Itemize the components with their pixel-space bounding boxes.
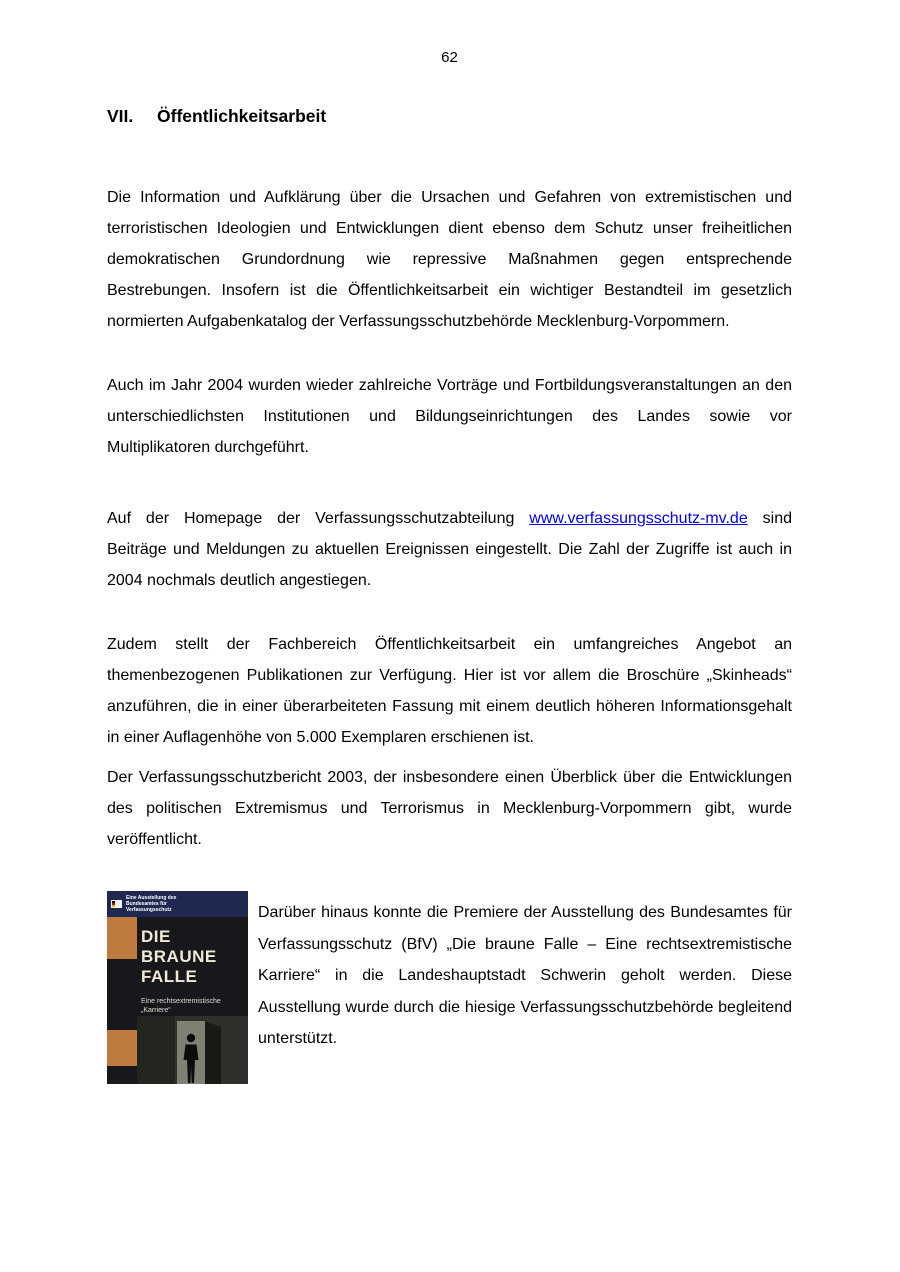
book-cover-image	[107, 891, 248, 1084]
section-title: Öffentlichkeitsarbeit	[157, 106, 327, 126]
cover-banner	[107, 891, 248, 917]
cover-title-line2: BRAUNE	[141, 947, 217, 966]
cover-subtitle	[141, 997, 221, 1015]
section-number: VII.	[107, 106, 134, 126]
cover-title	[141, 927, 217, 987]
cover-banner-text: Eine Ausstellung des Bundesamtes für Verfassungsschutz	[126, 895, 177, 913]
cover-subtitle-line2: „Karriere“	[141, 1007, 171, 1014]
paragraph-vortraege: Auch im Jahr 2004 wurden wieder zahlreiche Vorträge und Fortbildungsveranstaltungen an den unterschiedlichsten Institutionen und Bildungseinrichtungen des Landes sowie vor Multiplikatoren durchgeführt.	[107, 377, 792, 456]
homepage-link[interactable]: www.verfassungsschutz-mv.de	[529, 510, 748, 527]
homepage-text-after: sind Beiträge und Meldungen zu aktuellen Ereignissen eingestellt. Die Zahl der Zugriffe ist auch in 2004 nochmals deutlich angestiegen.	[107, 510, 792, 589]
exhibition-section	[107, 891, 792, 1084]
doorway-photo	[137, 1016, 248, 1084]
paragraph-bericht: Der Verfassungsschutzbericht 2003, der insbesondere einen Überblick über die Entwicklungen des politischen Extremismus und Terrorismus in Mecklenburg-Vorpommern gibt, wurde veröffentlicht.	[107, 769, 792, 848]
cover-subtitle-line1: Eine rechtsextremistische	[141, 998, 221, 1005]
section-heading	[107, 105, 792, 127]
page-number: 62	[441, 49, 458, 66]
paragraph-publikationen: Zudem stellt der Fachbereich Öffentlichkeitsarbeit ein umfangreiches Angebot an themenbezogenen Publikationen zur Verfügung. Hier ist vor allem die Broschüre „Skinheads“ anzuführen, die in einer überarbeiteten Fassung mit einem deutlich höheren Informationsgehalt in einer Auflagenhöhe von 5.000 Exemplaren erschienen ist.	[107, 636, 792, 746]
cover-title-line3: FALLE	[141, 967, 198, 986]
cover-orange-square-bottom	[107, 1030, 137, 1066]
homepage-text-before: Auf der Homepage der Verfassungsschutzabteilung	[107, 510, 515, 527]
bfv-logo-icon	[111, 900, 122, 908]
paragraph-information: Die Information und Aufklärung über die Ursachen und Gefahren von extremistischen und terroristischen Ideologien und Entwicklungen dient ebenso dem Schutz unser freiheitlichen demokratischen Grundordnung wie repressive Maßnahmen gegen entsprechende Bestrebungen. Insofern ist die Öffentlichkeitsarbeit ein wichtiger Bestandteil im gesetzlich normierten Aufgabenkatalog der Verfassungsschutzbehörde Mecklenburg-Vorpommern.	[107, 189, 792, 330]
paragraph-homepage	[107, 503, 792, 596]
paragraph-ausstellung: Darüber hinaus konnte die Premiere der Ausstellung des Bundesamtes für Verfassungsschutz (BfV) „Die braune Falle – Eine rechtsextremistische Karriere“ in die Landeshauptstadt Schwerin geholt werden. Diese Ausstellung wurde durch die hiesige Verfassungsschutzbehörde begleitend unterstützt.	[258, 904, 792, 1047]
cover-orange-square-top	[107, 917, 137, 959]
cover-title-line1: DIE	[141, 927, 171, 946]
